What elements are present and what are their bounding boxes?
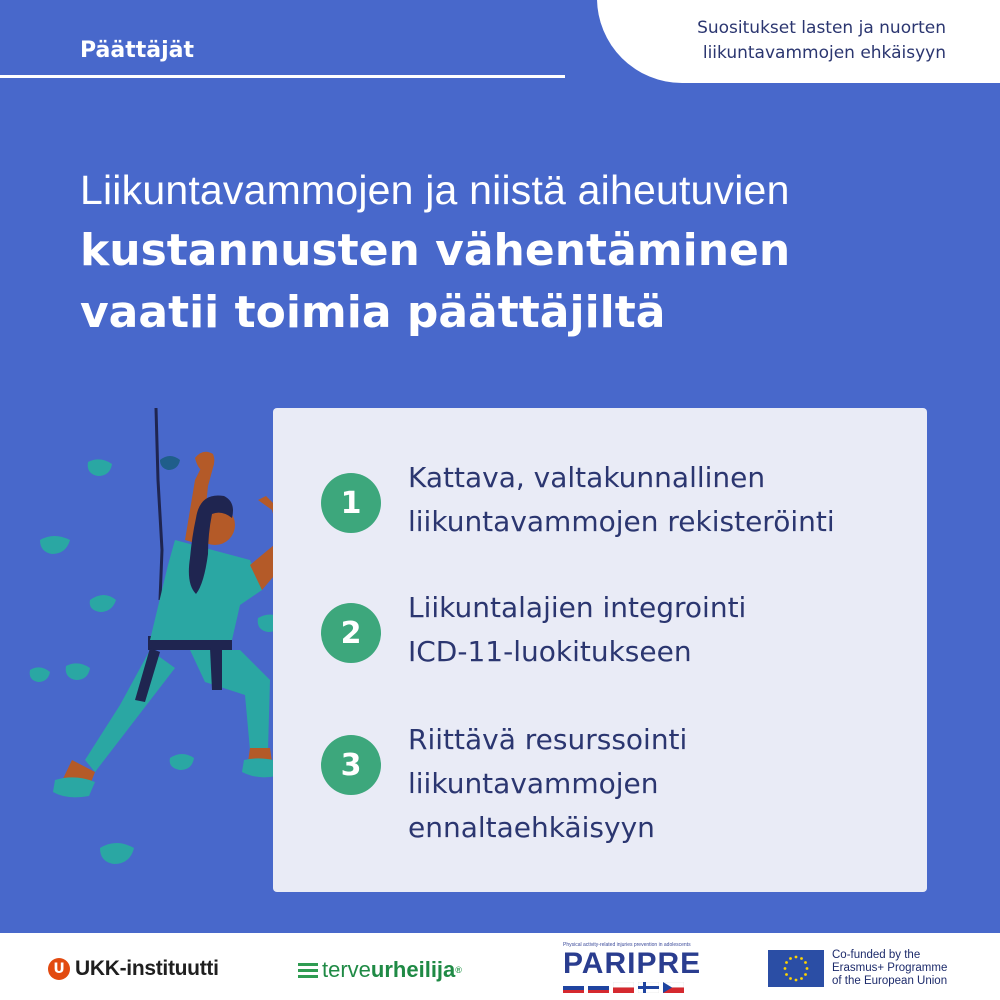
ukk-icon: U: [48, 958, 70, 980]
section-divider: [0, 75, 565, 78]
registered-mark: ®: [455, 965, 462, 975]
eu-line2: Erasmus+ Programme: [832, 962, 948, 974]
recommendation-text: [408, 456, 835, 544]
recommendation-line: Liikuntalajien integrointi: [408, 591, 747, 624]
ukk-logo: [48, 957, 219, 981]
czechia-flag-icon: [663, 982, 684, 993]
corner-caption-line2: liikuntavammojen ehkäisyyn: [702, 43, 946, 63]
recommendation-item-3: [321, 718, 687, 850]
headline-line2: kustannusten vähentäminen: [80, 225, 791, 276]
eu-flag-icon: [768, 950, 824, 987]
recommendation-line: liikuntavammojen: [408, 767, 659, 800]
number-badge: 3: [321, 735, 381, 795]
headline-line1: Liikuntavammojen ja niistä aiheutuvien: [80, 167, 790, 213]
recommendation-line: ennaltaehkäisyyn: [408, 811, 655, 844]
recommendation-item-1: [321, 456, 835, 544]
paripre-name: PARIPRE: [563, 947, 702, 980]
ukk-name: UKK-instituutti: [75, 957, 219, 980]
equals-mark-icon: [298, 961, 320, 979]
recommendation-line: ICD-11-luokitukseen: [408, 635, 692, 668]
terve-part1: terve: [322, 957, 371, 982]
terveurheilija-logo: [298, 957, 462, 983]
paripre-tagline: Physical activity-related injuries prevention in adolescents: [563, 942, 691, 948]
finland-flag-icon: [638, 982, 659, 993]
recommendation-text: [408, 718, 687, 850]
number-badge: 2: [321, 603, 381, 663]
recommendation-line: Riittävä resurssointi: [408, 723, 688, 756]
section-label: Päättäjät: [80, 38, 195, 63]
rock-climber-illustration: [0, 400, 320, 900]
eu-line3: of the European Union: [832, 975, 948, 987]
corner-caption-line1: Suositukset lasten ja nuorten: [697, 18, 946, 38]
recommendation-line: liikuntavammojen rekisteröinti: [408, 505, 835, 538]
eu-cofunding-logo: [768, 949, 947, 988]
headline-line3: vaatii toimia päättäjiltä: [80, 287, 666, 338]
slovenia-flag-icon: [588, 982, 609, 993]
paripre-logo: [563, 942, 708, 993]
recommendation-text: [408, 586, 746, 674]
number-badge: 1: [321, 473, 381, 533]
partner-flags: [563, 982, 708, 993]
eu-cofunding-text: [832, 949, 947, 988]
slovakia-flag-icon: [563, 982, 584, 993]
corner-caption: [697, 16, 946, 66]
poland-flag-icon: [613, 982, 634, 993]
recommendation-item-2: [321, 586, 746, 674]
corner-tab: [597, 0, 1000, 83]
headline: [80, 160, 790, 344]
terve-part2: urheilija: [370, 957, 456, 982]
recommendation-line: Kattava, valtakunnallinen: [408, 461, 766, 494]
recommendations-card: [273, 408, 927, 892]
eu-line1: Co-funded by the: [832, 949, 921, 961]
